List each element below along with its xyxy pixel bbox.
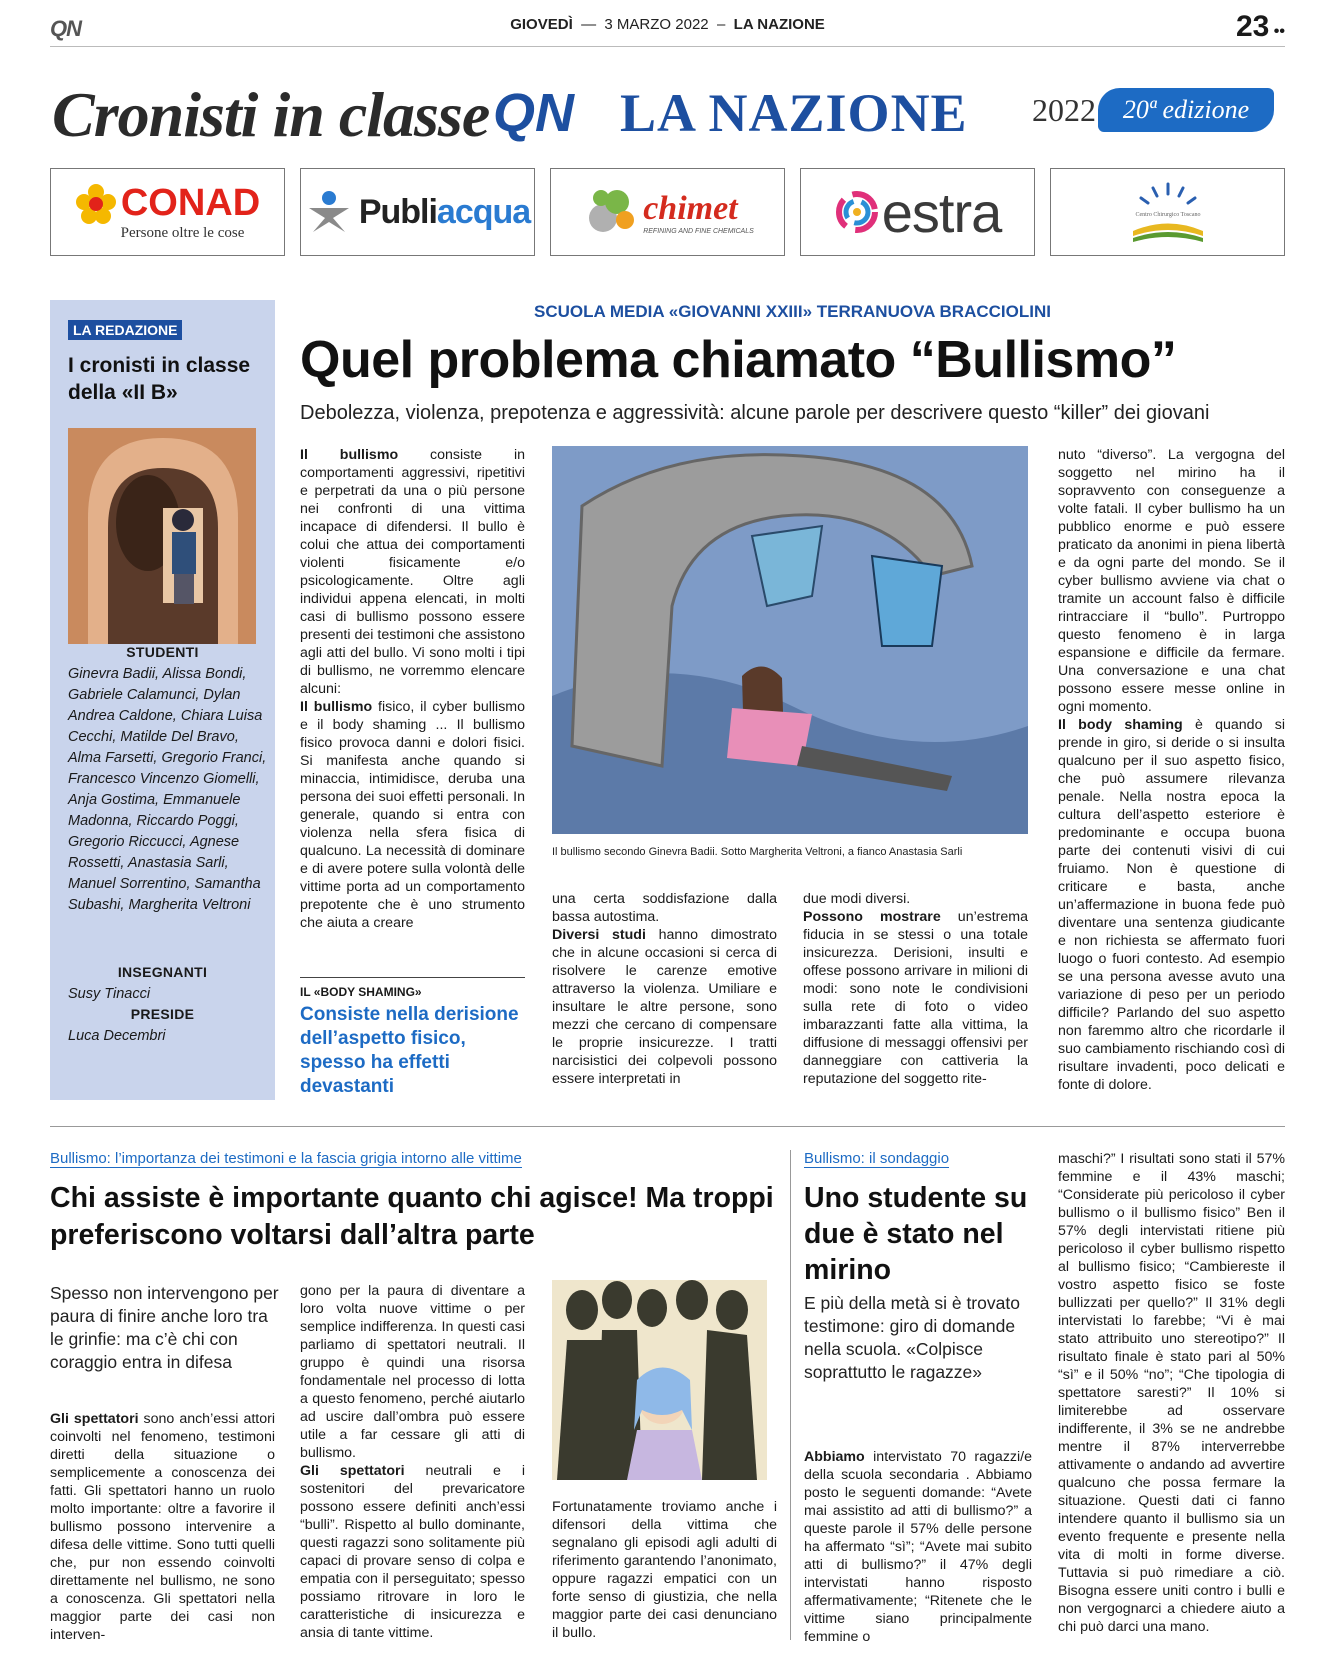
page-number: 23 •• <box>1235 10 1285 43</box>
main-illustration <box>552 446 1028 834</box>
publiacqua-name-b: acqua <box>436 192 531 231</box>
students-list: Ginevra Badii, Alissa Bondi, Gabriele Calamunci, Dylan Andrea Caldone, Chiara Luisa Cecchi, Matilde Del Bravo, Alma Farsetti, Gregorio Franci, Francesco Vincenzo Giomelli, Anja Gostima, Emmanuele Madonna, Riccardo Poggi, Gregorio Riccucci, Agnese Rossetti, Anastasia Sarli, Manuel Sorrentino, Samantha Subashi, Margherita Veltroni <box>68 666 267 913</box>
centro-chirurgico-text: Centro Chirurgico Toscano <box>1134 212 1201 218</box>
lower-illustration <box>552 1280 767 1480</box>
survey-kicker: Bullismo: il sondaggio <box>804 1150 950 1167</box>
pullquote-kicker: IL «BODY SHAMING» <box>300 985 422 999</box>
redazione-sidebar <box>50 300 275 1100</box>
flower-icon <box>75 183 117 225</box>
header-sep: – <box>712 16 730 33</box>
banner-title: Cronisti in classe <box>52 79 490 150</box>
banner-edition-badge: 20ª edizione <box>1098 88 1274 132</box>
sponsor-centro-chirurgico <box>1050 168 1285 256</box>
main-image-caption: Il bullismo secondo Ginevra Badii. Sotto Margherita Veltroni, a fianco Anastasia Sarli <box>552 846 963 858</box>
principal-name: Luca Decembri <box>68 1028 166 1044</box>
main-headline: Quel problema chiamato “Bullismo” <box>300 331 1177 389</box>
sponsor-publiacqua <box>300 168 535 256</box>
students-heading: STUDENTI <box>126 644 199 660</box>
lower-article-subheadline: Spesso non intervengono per paura di finire anche loro tra le grinfie: ma c’è chi con coraggio entra in difesa <box>50 1283 279 1372</box>
chimet-name: chimet <box>643 189 738 227</box>
lower-article-col1: Gli spettatori sono anch’essi attori coinvolti nel fenomeno, testimoni diretti della situazione o semplicemente a conoscenza dei fatti. Gli spettatori hanno un ruolo molto importante: oltre a favorire il bullismo possono intervenire a difesa delle vittime. Sono tutti quelli che, pur non essendo coinvolti direttamente nel bullismo, ne sono a conoscenza. Gli spettatori nella maggior parte dei casi non interven- <box>50 1411 275 1643</box>
publiacqua-name-a: Publi <box>358 192 437 231</box>
survey-col1: Abbiamo intervistato 70 ragazzi/e della scuola secondaria . Abbiamo posto le seguenti domande: “Avete mai assistito ad atti di bullismo?” a queste parole il 57% delle persone ha affermato “sì”; “Avete mai subito atti di bullismo?” il 47% degli intervistati hanno risposto affermativamente; “Ritenete che le vittime siano principalmente femmine o <box>804 1449 1032 1645</box>
school-name: SCUOLA MEDIA «GIOVANNI XXIII» TERRANUOVA BRACCIOLINI <box>534 302 1051 321</box>
header-sep: — <box>576 16 601 33</box>
conad-name: CONAD <box>120 182 261 224</box>
estra-name: estra <box>881 180 1002 244</box>
pullquote-rule <box>300 977 525 978</box>
redazione-tag: LA REDAZIONE <box>68 320 182 340</box>
sponsor-chimet <box>550 168 785 256</box>
lower-article-col3: Fortunatamente troviamo anche i difensori della vittima che segnalano gli episodi agli adulti di riferimento garantendo l’anonimato, oppure ragazzi empatici con un forte senso di giustizia, che nella maggior parte dei casi denunciano il bullo. <box>552 1499 777 1641</box>
sponsor-estra <box>800 168 1035 256</box>
header-day: GIOVEDÌ <box>510 16 573 33</box>
survey-headline: Uno studente su due è stato nel mirino <box>804 1182 1028 1286</box>
header-paper: LA NAZIONE <box>733 16 825 33</box>
column-divider <box>790 1150 791 1640</box>
publiacqua-icon <box>305 188 353 236</box>
qn-logo-small: QN <box>50 16 81 41</box>
main-article-col3: due modi diversi. Possono mostrare un’estrema fiducia in se stessi o una totale insicurezza. Derisioni, insulti e offese possono arrivare in milioni di modi: sono note le condivisioni sulla rete di foto o video imbarazzanti fatte alla vittima, la diffusione di messaggi offensivi per danneggiare con cattiveria la reputazione del soggetto rite- <box>803 891 1028 1087</box>
sidebar-illustration <box>68 428 256 644</box>
survey-col2: maschi?” I risultati sono stati il 57% femmine e il 43% maschi; “Considerate più pericoloso il cyber bullismo o il bullismo fisico” Ben il 57% degli intervistati ritiene più pericoloso il cyber bullismo rispetto al bullismo fisico; “Cambiereste il vostro aspetto fisico se foste bullizzati per quello?” Il 31% degli intervistati lo farebbe; “Vi è mai stato attribuito uno stereotipo?” Il risultato finale è stato pari al 50% “sì” e il 50% “no”; “Che tipologia di spettatore saresti?” Il 10% si limiterebbe ad osservare indifferente, il 3% se ne andrebbe mentre il 87% interverrebbe attivamente o andando ad avvertire qualcuno che possa fermare la situazione. Questi dati ci fanno intendere quanto il bullismo sia un evento frequente e presente nella vita di molti in forme diverse. Tuttavia si può rimediare a ciò. Bisogna essere uniti contro i bulli e non vergognarci a chiedere aiuto a chi può darci una mano. <box>1058 1151 1285 1635</box>
teachers-heading: INSEGNANTI <box>117 964 208 980</box>
teachers-list: Susy Tinacci <box>68 986 151 1002</box>
chimet-icon <box>581 182 641 242</box>
survey-subheadline: E più della metà si è trovato testimone: giro di domande nella scuola. «Colpisce soprattutto le ragazze» <box>804 1293 1020 1382</box>
header-date: 3 MARZO 2022 <box>604 16 709 33</box>
section-divider <box>50 1126 1285 1127</box>
lower-article-kicker: Bullismo: l’importanza dei testimoni e la fascia grigia intorno alle vittime <box>50 1150 522 1167</box>
sponsor-conad <box>50 168 285 256</box>
main-subheadline: Debolezza, violenza, prepotenza e aggressività: alcune parole per descrivere questo “killer” dei giovani <box>300 402 1210 424</box>
lower-article-col2: gono per la paura di diventare a loro volta nuove vittime o per semplice indifferenza. In questi casi parliamo di spettatori neutrali. Il gruppo è quindi una risorsa fondamentale nel processo di lotta a questo fenomeno, perché aiutarlo ad uscire dall’ombra può essere utile a far cessare gli atti di bullismo. Gli spettatori neutrali e i sostenitori del prevaricatore possono essere definiti anch’essi “bulli”. Rispetto al bullo dominante, questi ragazzi sono solitamente più capaci di provare senso di colpa e empatia con il perseguitato; spesso possiamo ritrovare in loro le caratteristiche di insicurezza e ansia di tante vittime. <box>300 1283 525 1641</box>
sidebar-title: I cronisti in classe della «II B» <box>68 354 251 404</box>
page-header <box>50 10 1285 47</box>
main-article-col1: Il bullismo consiste in comportamenti aggressivi, ripetitivi e perpetrati da una o più persone nei confronti di una vittima incapace di difendersi. Il bullo è colui che attua dei comportamenti violenti fisicamente e/o psicologicamente. Oltre agli individui appena elencati, in molti casi di bullismo possono essere presenti dei testimoni che assistono agli atti del bullo. Vi sono molti i tipi di bullismo, ne vorremmo elencare alcuni: Il bullismo fisico, il cyber bullismo e il body shaming ... Il bullismo fisico provoca danni e dolori fisici. Si manifesta anche quando si minaccia, intimidisce, deruba una persona dei suoi effetti personali. In generale, quando si entra con violenza nella sfera fisica di qualcuno. La necessità di dominare e di avere potere sulla volontà delle vittime porta ad un comportamento prepotente che è uno strumento che aiuta a creare <box>300 447 525 931</box>
conad-tagline: Persone oltre le cose <box>120 225 245 241</box>
banner-qn-logo: QN <box>493 83 574 143</box>
centro-chirurgico-logo-icon <box>1123 176 1213 248</box>
banner-year: 2022 <box>1032 92 1096 128</box>
banner-paper-name: LA NAZIONE <box>620 83 968 143</box>
pullquote-text: Consiste nella derisione dell’aspetto fisico, spesso ha effetti devastanti <box>300 1004 519 1097</box>
estra-swirl-icon <box>834 189 880 235</box>
chimet-tagline: REFINING AND FINE CHEMICALS <box>643 227 754 235</box>
lower-article-headline: Chi assiste è importante quanto chi agisce! Ma troppi preferiscono voltarsi dall’altra parte <box>50 1182 774 1251</box>
date-line <box>50 16 1285 33</box>
principal-heading: PRESIDE <box>130 1006 195 1022</box>
main-article-col2: una certa soddisfazione dalla bassa autostima. Diversi studi hanno dimostrato che in alcune occasioni si cerca di risolvere le carenze emotive attraverso la violenza. Umiliare e insultare le altre persone, sono mezzi che cercano di compensare le proprie insicurezze. I tratti narcisistici dei colpevoli possono essere interpretati in <box>552 891 778 1087</box>
main-article-col4: nuto “diverso”. La vergogna del soggetto nel mirino ha il sopravvento con conseguenze a volte fatali. Il cyber bullismo ha un pubblico enorme e può essere praticato da anonimi in piena libertà e da ogni parte del mondo. Se il cyber bullismo avviene via chat o tramite un account falso è difficile rintracciare il “bullo”. Purtroppo questo fenomeno è in larga espansione e difficile da fermare. Una conversazione e una chat possono essere messe online in ogni momento. Il body shaming è quando si prende in giro, si deride o si insulta qualcuno per il suo aspetto fisico, che può assumere rilevanza penale. Nella nostra epoca la cultura dell’aspetto esteriore è predominante e occupa buona parte dei contenuti visivi di cui fruiamo. Non è questione di criticare e basta, anche un’affermazione in buona fede può diventare una sentenza giudicante e non richiesta se affermato fuori luogo o fuori contesto. Ad esempio se una persona avesse avuto una variazione di peso per un periodo difficile? Parlando del suo aspetto non faremmo altro che ricordarle il suo cambiamento rischiando così di risultare invadenti, poco delicati e fonte di dolore. <box>1058 447 1285 1093</box>
